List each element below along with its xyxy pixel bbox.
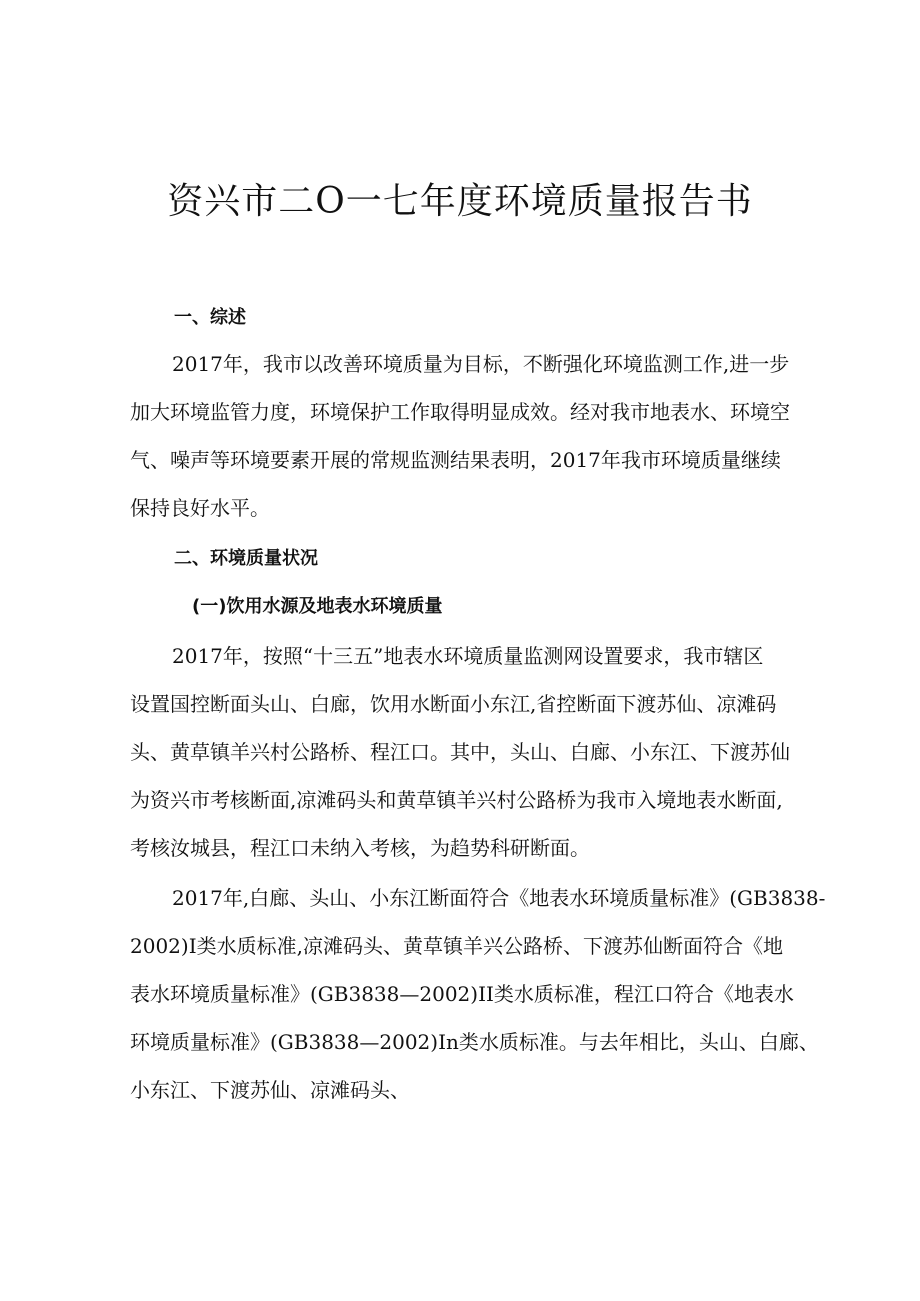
- water-para2-line: 表水环境质量标准》(GB3838—2002)II类水质标准，程江口符合《地表水: [130, 982, 794, 1006]
- section-heading-overview: 一、综述: [174, 307, 246, 328]
- overview-line: 2017年，我市以改善环境质量为目标，不断强化环境监测工作,进一步: [172, 352, 790, 376]
- subsection-heading-water: (一)饮用水源及地表水环境质量: [192, 596, 443, 617]
- document-title: 资兴市二O一七年度环境质量报告书: [167, 181, 753, 222]
- water-para2-line: 小东江、下渡苏仙、凉滩码头、: [130, 1078, 410, 1102]
- water-para2-line: 2017年,白廊、头山、小东江断面符合《地表水环境质量标准》(GB3838-: [172, 886, 826, 910]
- water-para2-line: 2002)I类水质标准,凉滩码头、黄草镇羊兴公路桥、下渡苏仙断面符合《地: [130, 934, 783, 958]
- water-para1-line: 设置国控断面头山、白廊，饮用水断面小东江,省控断面下渡苏仙、凉滩码: [130, 692, 777, 716]
- water-para1-line: 为资兴市考核断面,凉滩码头和黄草镇羊兴村公路桥为我市入境地表水断面,: [130, 788, 783, 812]
- water-para2-line: 环境质量标准》(GB3838—2002)In类水质标准。与去年相比，头山、白廊、: [130, 1030, 819, 1054]
- overview-line: 加大环境监管力度，环境保护工作取得明显成效。经对我市地表水、环境空: [130, 400, 790, 424]
- overview-line: 气、噪声等环境要素开展的常规监测结果表明，2017年我市环境质量继续: [130, 448, 781, 472]
- water-para1-line: 考核汝城县，程江口未纳入考核，为趋势科研断面。: [130, 836, 590, 860]
- water-para1-line: 头、黄草镇羊兴村公路桥、程江口。其中，头山、白廊、小东江、下渡苏仙: [130, 740, 790, 764]
- section-heading-status: 二、环境质量状况: [174, 548, 318, 569]
- overview-line: 保持良好水平。: [130, 496, 270, 520]
- water-para1-line: 2017年，按照“十三五”地表水环境质量监测网设置要求，我市辖区: [172, 644, 764, 668]
